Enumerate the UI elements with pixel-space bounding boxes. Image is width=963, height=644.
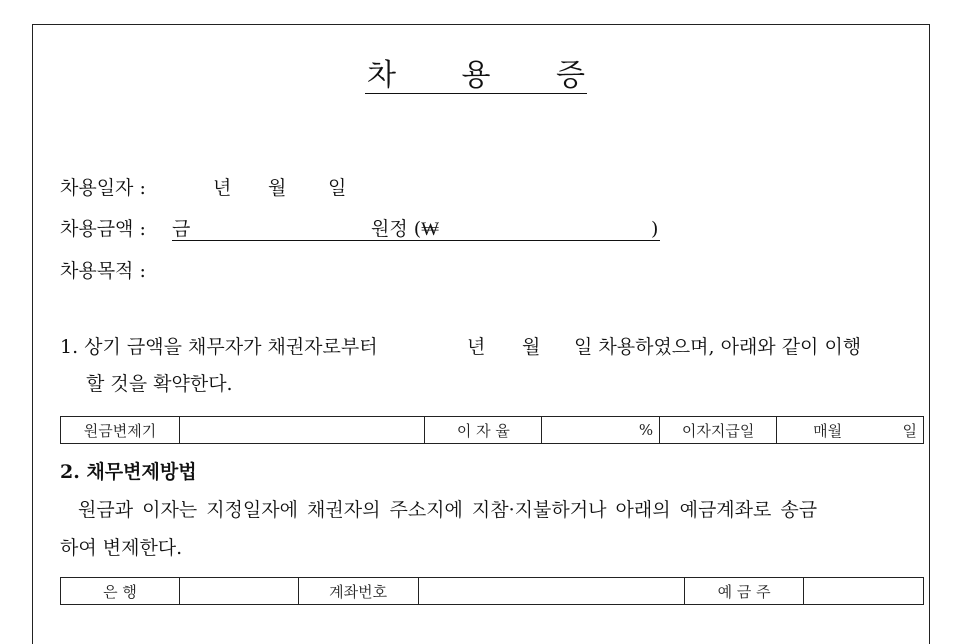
title-char-3: 증 [556,58,585,93]
repayment-terms-table [60,416,924,444]
holder-label: 예 금 주 [685,578,804,605]
purpose-label: 차용목적 : [60,260,146,282]
bank-label: 은 행 [61,578,180,605]
document-title [365,54,587,94]
amount-won: 원정 (₩ [371,218,440,240]
date-month: 월 [268,177,287,199]
bank-value[interactable] [179,578,298,605]
clause1-year: 년 [467,336,486,358]
pay-day-value[interactable] [777,417,924,444]
title-char-1: 차 [367,58,396,93]
clause2-body1: 원금과 이자는 지정일자에 채권자의 주소지에 지참·지불하거나 아래의 예금계좌로 송금 [78,499,818,521]
amount-underline [172,240,660,241]
clause2-body2: 하여 변제한다. [60,537,183,559]
bank-account-table [60,577,924,605]
interest-unit[interactable]: % [542,417,660,444]
amount-close: ) [651,218,659,240]
clause1-line2: 할 것을 확약한다. [86,373,233,395]
amount-label: 차용금액 : [60,218,146,240]
interest-label: 이 자 율 [425,417,542,444]
account-value[interactable] [418,578,685,605]
holder-value[interactable] [804,578,924,605]
clause1-part1: 1. 상기 금액을 채무자가 채권자로부터 [60,336,378,358]
pay-day-label: 이자지급일 [660,417,777,444]
title-char-2: 용 [461,58,491,93]
date-year: 년 [213,177,232,199]
account-label: 계좌번호 [298,578,418,605]
monthly-text: 매월 [813,421,843,440]
amount-prefix: 금 [172,218,191,240]
date-label: 차용일자 : [60,177,146,199]
date-day: 일 [328,177,347,199]
repay-label: 원금변제기 [61,417,180,444]
repay-value[interactable] [179,417,425,444]
clause2-heading: 2. 채무변제방법 [60,461,197,483]
day-text: 일 [902,421,917,440]
clause1-part2: 일 차용하였으며, 아래와 같이 이행 [574,336,862,358]
clause1-month: 월 [522,336,541,358]
